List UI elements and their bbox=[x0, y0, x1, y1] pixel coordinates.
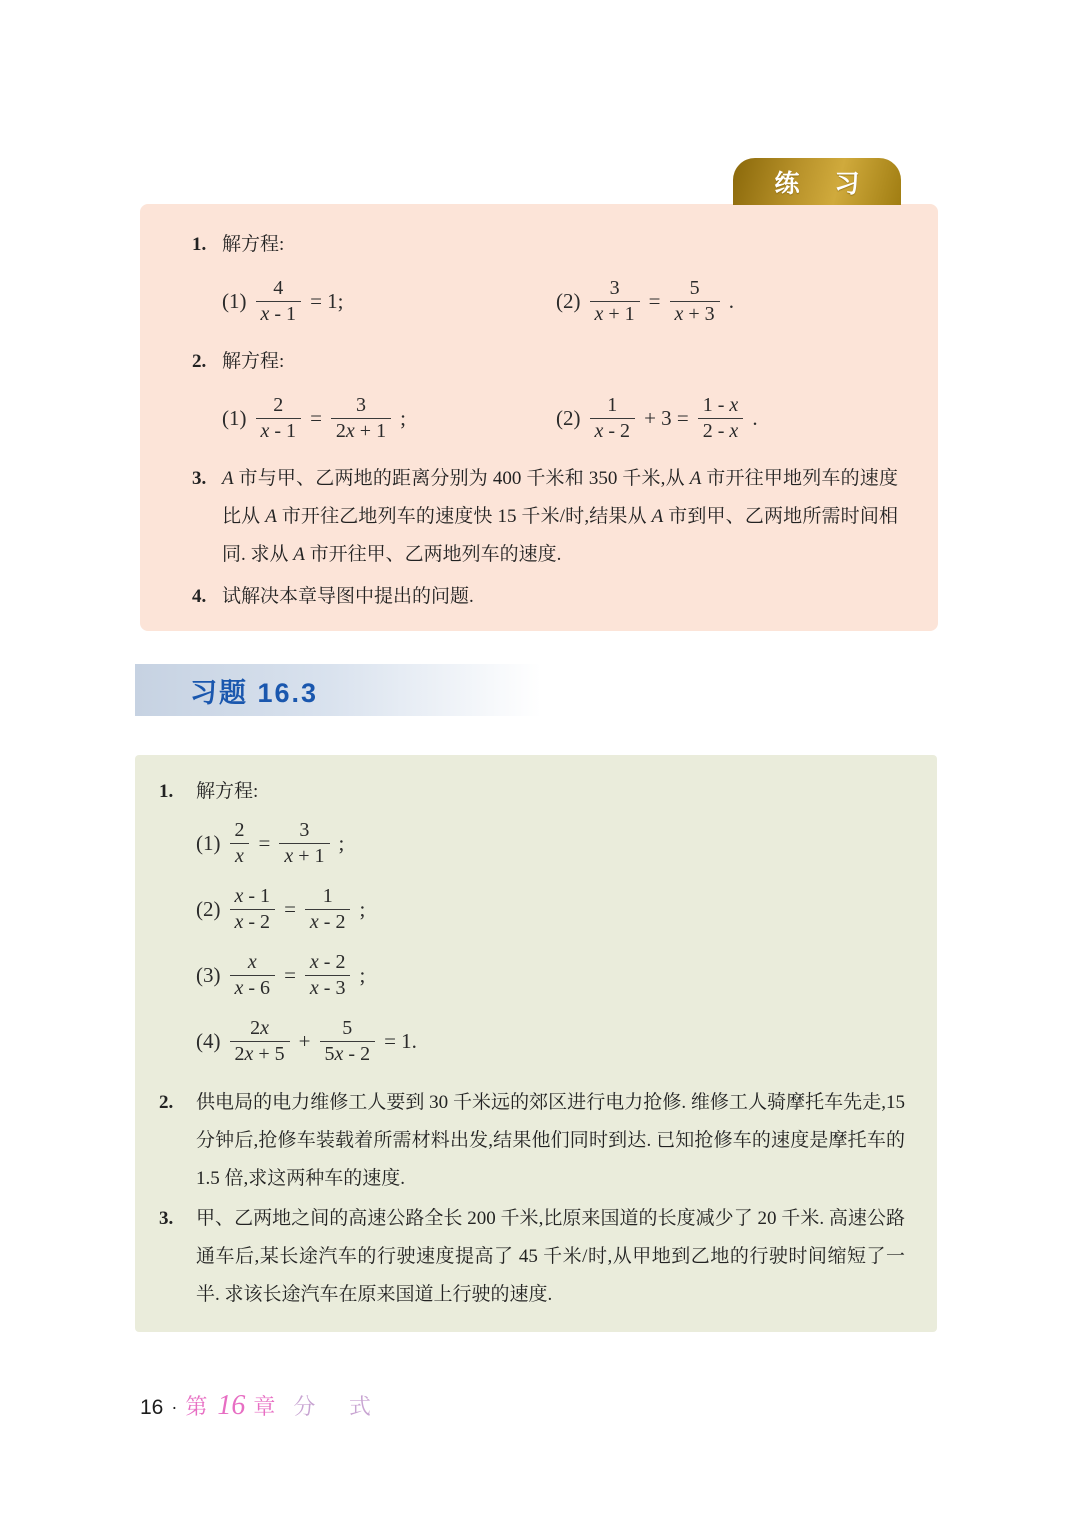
equation-1 bbox=[196, 818, 344, 869]
equation-text: = 1; bbox=[310, 288, 344, 313]
equation-row-1 bbox=[222, 263, 898, 339]
practice-item-1 bbox=[192, 226, 898, 263]
section-heading-band bbox=[135, 664, 567, 716]
fraction: $\frac{5}{5x - 2}$ bbox=[320, 1016, 376, 1067]
practice-item-4 bbox=[192, 578, 898, 615]
problem-text: 解方程: bbox=[222, 234, 285, 255]
equation-line-2 bbox=[196, 876, 905, 942]
exercise-item-1 bbox=[159, 773, 905, 810]
equation-text: . bbox=[728, 288, 734, 313]
equation-text: (1) bbox=[222, 405, 247, 430]
fraction: $\frac{x}{x - 6}$ bbox=[230, 950, 276, 1001]
footer-separator: · bbox=[171, 1398, 178, 1418]
equation-3 bbox=[196, 950, 365, 1001]
problem-number: 1. bbox=[192, 234, 207, 255]
equation-text: ; bbox=[359, 962, 366, 987]
equation-text: ; bbox=[400, 405, 406, 430]
fraction: $\frac{1}{x - 2}$ bbox=[305, 884, 351, 935]
equation-text: = bbox=[258, 830, 271, 855]
equation-line-4 bbox=[196, 1008, 905, 1074]
equation-text: = bbox=[284, 962, 296, 987]
section-title: 分 式 bbox=[293, 1394, 385, 1419]
problem-number: 3. bbox=[159, 1208, 174, 1229]
equation-4 bbox=[196, 1016, 417, 1067]
equation-line-3 bbox=[196, 942, 905, 1008]
equation-2-1 bbox=[222, 393, 556, 444]
fraction: $\frac{2}{x}$ bbox=[230, 818, 250, 869]
problem-number: 2. bbox=[192, 351, 207, 372]
equation-text: = 1. bbox=[384, 1028, 417, 1053]
problem-text: 解方程: bbox=[222, 351, 285, 372]
problem-number: 1. bbox=[159, 781, 174, 802]
problem-number: 4. bbox=[192, 586, 207, 607]
equation-text: . bbox=[752, 405, 758, 430]
fraction: $\frac{3}{x + 1}$ bbox=[590, 276, 640, 327]
fraction: $\frac{2x}{2x + 5}$ bbox=[230, 1016, 290, 1067]
equation-text: (4) bbox=[196, 1028, 221, 1053]
practice-badge-label: 练 习 bbox=[774, 169, 874, 198]
equation-row-2 bbox=[222, 380, 898, 456]
equation-text: = bbox=[284, 896, 296, 921]
practice-badge bbox=[733, 158, 901, 205]
chapter-prefix: 第 bbox=[185, 1394, 210, 1419]
problem-text: A 市与甲、乙两地的距离分别为 400 千米和 350 千米,从 A 市开往甲地列车的速度比从 A 市开往乙地列车的速度快 15 千米/时,结果从 A 市到甲、乙两地所需时间相同. 求从 A 市开往甲、乙两地列车的速度. bbox=[222, 468, 898, 565]
equation-text: (1) bbox=[196, 830, 221, 855]
exercise-item-2 bbox=[159, 1084, 905, 1198]
fraction: $\frac{1 - x}{2 - x}$ bbox=[698, 393, 744, 444]
page-footer bbox=[140, 1390, 385, 1422]
equation-text: + 3 = bbox=[644, 405, 689, 430]
practice-box bbox=[140, 204, 938, 631]
equation-1-2 bbox=[556, 276, 898, 327]
section-heading-label: 习题 16.3 bbox=[190, 677, 319, 708]
page-number: 16 bbox=[140, 1396, 164, 1419]
problem-text: 供电局的电力维修工人要到 30 千米远的郊区进行电力抢修. 维修工人骑摩托车先走,15 分钟后,抢修车装载着所需材料出发,结果他们同时到达. 已知抢修车的速度是摩托车的 1.5 倍,求这两种车的速度. bbox=[196, 1092, 905, 1189]
chapter-number: 16 bbox=[217, 1390, 246, 1421]
equation-text: + bbox=[298, 1028, 311, 1053]
fraction: $\frac{1}{x - 2}$ bbox=[590, 393, 636, 444]
equation-text: ; bbox=[359, 896, 366, 921]
equation-text: = bbox=[648, 288, 661, 313]
fraction: $\frac{3}{x + 1}$ bbox=[279, 818, 329, 869]
fraction: $\frac{2}{x - 1}$ bbox=[256, 393, 302, 444]
equation-text: (2) bbox=[196, 896, 221, 921]
equation-line-1 bbox=[196, 810, 905, 876]
problem-number: 3. bbox=[192, 468, 207, 489]
problem-number: 2. bbox=[159, 1092, 174, 1113]
problem-text: 甲、乙两地之间的高速公路全长 200 千米,比原来国道的长度减少了 20 千米. 高速公路通车后,某长途汽车的行驶速度提高了 45 千米/时,从甲地到乙地的行驶时间缩短了一半. 求该长途汽车在原来国道上行驶的速度. bbox=[196, 1208, 905, 1305]
fraction: $\frac{4}{x - 1}$ bbox=[256, 276, 302, 327]
problem-text: 试解决本章导图中提出的问题. bbox=[222, 586, 474, 607]
equation-text: (2) bbox=[556, 288, 581, 313]
exercise-item-3 bbox=[159, 1200, 905, 1314]
practice-item-2 bbox=[192, 343, 898, 380]
equation-text: (1) bbox=[222, 288, 247, 313]
fraction: $\frac{x - 1}{x - 2}$ bbox=[230, 884, 276, 935]
fraction: $\frac{3}{2x + 1}$ bbox=[331, 393, 391, 444]
fraction: $\frac{x - 2}{x - 3}$ bbox=[305, 950, 351, 1001]
equation-1-1 bbox=[222, 276, 556, 327]
exercise-box bbox=[135, 755, 937, 1332]
equation-2-2 bbox=[556, 393, 898, 444]
equation-text: (3) bbox=[196, 962, 221, 987]
practice-item-3 bbox=[192, 460, 898, 574]
problem-text: 解方程: bbox=[196, 781, 259, 802]
fraction: $\frac{5}{x + 3}$ bbox=[670, 276, 720, 327]
equation-text: = bbox=[310, 405, 322, 430]
chapter-suffix: 章 bbox=[253, 1394, 278, 1419]
equation-text: (2) bbox=[556, 405, 581, 430]
equation-2 bbox=[196, 884, 365, 935]
equation-text: ; bbox=[338, 830, 345, 855]
